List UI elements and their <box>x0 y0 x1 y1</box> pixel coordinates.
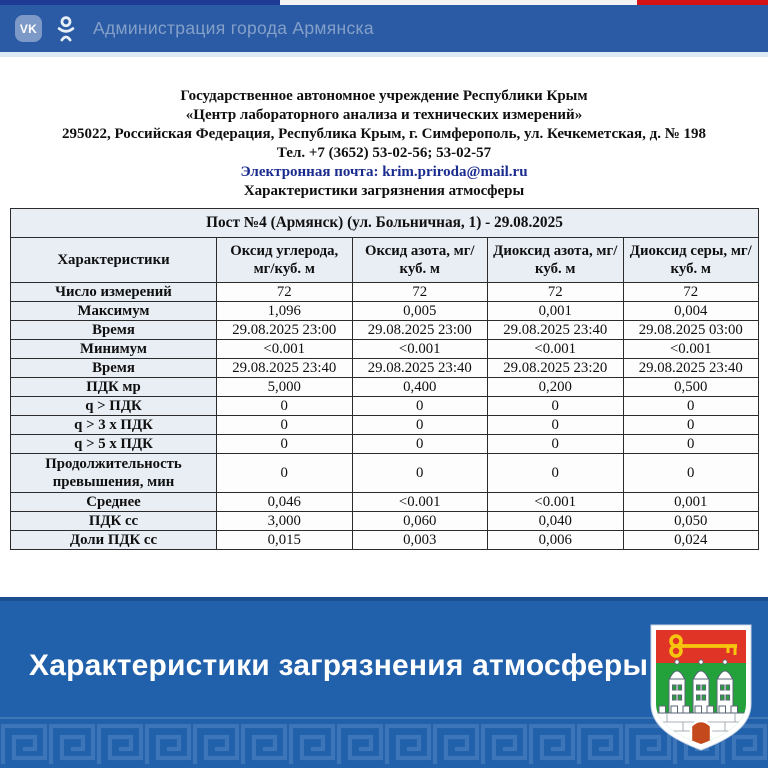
table-cell: <0.001 <box>488 340 624 359</box>
row-label: Доли ПДК сс <box>11 531 217 550</box>
table-cell: <0.001 <box>352 340 488 359</box>
table-cell: 0 <box>217 416 353 435</box>
meander-unit <box>576 722 624 764</box>
table-cell: 0 <box>352 416 488 435</box>
row-label: Среднее <box>11 493 217 512</box>
stripe-red-segment <box>637 0 768 5</box>
table-cell: 0 <box>488 435 624 454</box>
stripe-white-segment <box>280 0 637 5</box>
table-cell: 0 <box>217 454 353 493</box>
table-cell: 72 <box>352 283 488 302</box>
table-cell: 0,024 <box>623 531 759 550</box>
column-header: Оксид углерода, мг/куб. м <box>217 238 353 283</box>
meander-unit <box>240 722 288 764</box>
table-row <box>11 359 759 378</box>
meander-unit <box>336 722 384 764</box>
row-label: Время <box>11 321 217 340</box>
table-row <box>11 454 759 493</box>
row-label: q > 5 х ПДК <box>11 435 217 454</box>
table-cell: 29.08.2025 23:40 <box>352 359 488 378</box>
row-label: ПДК мр <box>11 378 217 397</box>
meander-unit <box>480 722 528 764</box>
table-cell: 0 <box>623 435 759 454</box>
table-cell: 0,006 <box>488 531 624 550</box>
row-label: q > 3 х ПДК <box>11 416 217 435</box>
table-cell: <0.001 <box>352 493 488 512</box>
meander-unit <box>0 722 48 764</box>
table-row <box>11 340 759 359</box>
meander-unit <box>384 722 432 764</box>
table-cell: <0.001 <box>488 493 624 512</box>
row-label: Число измерений <box>11 283 217 302</box>
tricolor-stripe <box>0 0 768 5</box>
pollution-table-body <box>11 209 759 550</box>
table-row <box>11 397 759 416</box>
table-cell: <0.001 <box>623 340 759 359</box>
banner-title: Характеристики загрязнения атмосферы <box>29 649 649 682</box>
table-row <box>11 435 759 454</box>
column-header: Оксид азота, мг/куб. м <box>352 238 488 283</box>
table-cell: 29.08.2025 23:00 <box>352 321 488 340</box>
table-row <box>11 321 759 340</box>
table-cell: 0,400 <box>352 378 488 397</box>
table-cell: 0,200 <box>488 378 624 397</box>
column-header: Характеристики <box>11 238 217 283</box>
table-cell: 5,000 <box>217 378 353 397</box>
table-cell: 72 <box>217 283 353 302</box>
table-cell: 0 <box>488 416 624 435</box>
org-name-line: Государственное автономное учреждение Республики Крым <box>180 88 588 104</box>
table-cell: 0,004 <box>623 302 759 321</box>
odnoklassniki-icon[interactable] <box>55 15 77 43</box>
vk-icon[interactable] <box>15 15 42 42</box>
table-row <box>11 531 759 550</box>
table-cell: 0,001 <box>488 302 624 321</box>
city-coat-of-arms <box>647 622 755 752</box>
table-cell: 0,040 <box>488 512 624 531</box>
row-label: Максимум <box>11 302 217 321</box>
ok-person-glyph <box>55 15 77 43</box>
table-cell: <0.001 <box>217 340 353 359</box>
table-cell: 0 <box>217 435 353 454</box>
table-row <box>11 416 759 435</box>
table-cell: 0 <box>623 416 759 435</box>
meander-unit <box>48 722 96 764</box>
meander-unit <box>432 722 480 764</box>
table-cell: 29.08.2025 23:40 <box>217 359 353 378</box>
org-subname-line: «Центр лабораторного анализа и технических измерений» <box>185 107 583 123</box>
table-cell: 0 <box>623 397 759 416</box>
address-line: 295022, Российская Федерация, Республика Крым, г. Симферополь, ул. Кечкеметская, д. № 198 <box>61 126 707 142</box>
row-label: ПДК сс <box>11 512 217 531</box>
table-cell: 0,046 <box>217 493 353 512</box>
table-row <box>11 493 759 512</box>
table-row <box>11 512 759 531</box>
table-row <box>11 283 759 302</box>
row-label: Продолжительность превышения, мин <box>11 454 217 493</box>
table-cell: 0,500 <box>623 378 759 397</box>
vk-icon-label: VK <box>19 21 38 36</box>
stripe-blue-segment <box>0 0 280 5</box>
table-cell: 0 <box>623 454 759 493</box>
table-cell: 0 <box>352 454 488 493</box>
table-cell: 72 <box>488 283 624 302</box>
table-cell: 29.08.2025 23:20 <box>488 359 624 378</box>
community-title: Администрация города Армянска <box>93 18 374 38</box>
table-cell: 29.08.2025 23:40 <box>623 359 759 378</box>
pollution-table <box>10 208 759 550</box>
footer-banner <box>0 597 768 768</box>
table-row <box>11 378 759 397</box>
table-cell: 0,050 <box>623 512 759 531</box>
header-bar <box>0 5 768 52</box>
meander-unit <box>528 722 576 764</box>
table-cell: 0,015 <box>217 531 353 550</box>
column-header: Диоксид серы, мг/куб. м <box>623 238 759 283</box>
table-cell: 0,001 <box>623 493 759 512</box>
meander-unit <box>192 722 240 764</box>
table-cell: 0 <box>217 397 353 416</box>
table-cell: 72 <box>623 283 759 302</box>
table-header-row <box>11 238 759 283</box>
meander-unit <box>144 722 192 764</box>
table-cell: 0 <box>352 435 488 454</box>
phone-line: Тел. +7 (3652) 53-02-56; 53-02-57 <box>276 145 492 161</box>
table-cell: 29.08.2025 23:40 <box>488 321 624 340</box>
meander-unit <box>96 722 144 764</box>
document-body <box>0 57 768 550</box>
table-row <box>11 302 759 321</box>
table-cell: 0,060 <box>352 512 488 531</box>
table-cell: 0,003 <box>352 531 488 550</box>
table-title: Пост №4 (Армянск) (ул. Больничная, 1) - 29.08.2025 <box>11 209 759 238</box>
table-cell: 0 <box>488 454 624 493</box>
table-cell: 0 <box>488 397 624 416</box>
table-cell: 1,096 <box>217 302 353 321</box>
meander-unit <box>288 722 336 764</box>
letterhead <box>0 57 768 201</box>
table-title-row <box>11 209 759 238</box>
table-cell: 29.08.2025 03:00 <box>623 321 759 340</box>
document-title: Характеристики загрязнения атмосферы <box>243 183 525 199</box>
column-header: Диоксид азота, мг/куб. м <box>488 238 624 283</box>
row-label: q > ПДК <box>11 397 217 416</box>
table-cell: 0 <box>352 397 488 416</box>
table-cell: 3,000 <box>217 512 353 531</box>
row-label: Минимум <box>11 340 217 359</box>
table-cell: 0,005 <box>352 302 488 321</box>
table-cell: 29.08.2025 23:00 <box>217 321 353 340</box>
email-line: Электронная почта: krim.priroda@mail.ru <box>240 164 528 180</box>
row-label: Время <box>11 359 217 378</box>
